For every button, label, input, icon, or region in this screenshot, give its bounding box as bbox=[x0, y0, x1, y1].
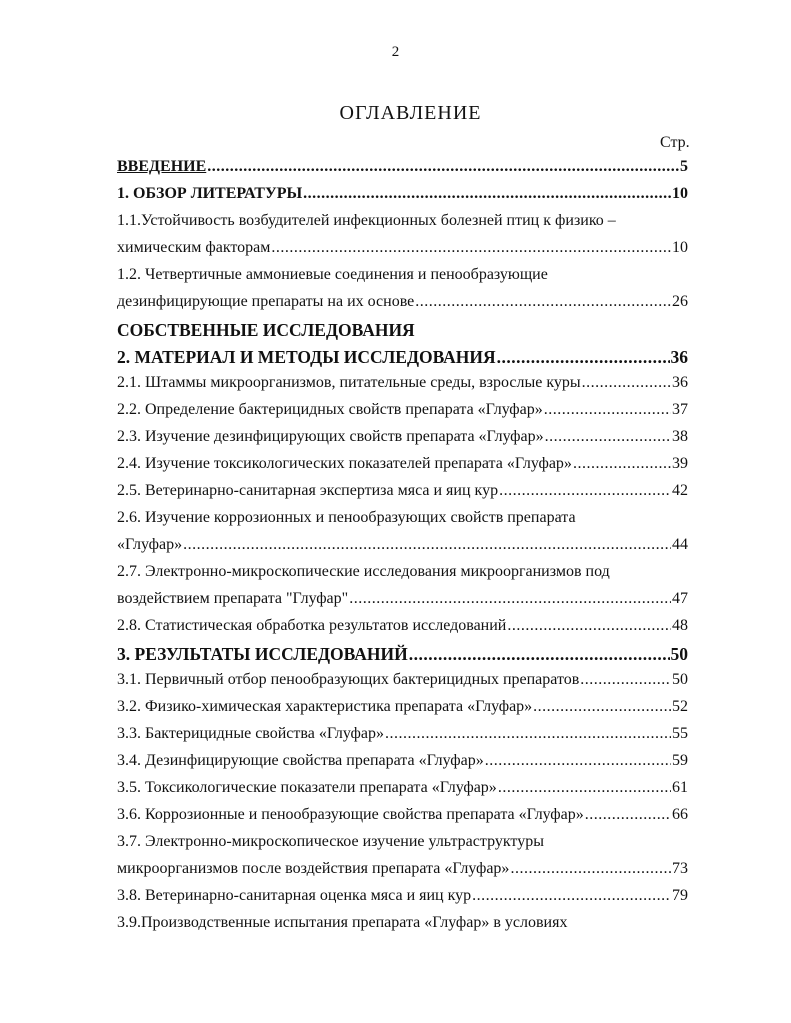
toc-entry-text: 3.6. Коррозионные и пенообразующие свойства препарата «Глуфар» bbox=[117, 806, 584, 823]
toc-entry-page: 55 bbox=[672, 725, 688, 742]
page-title: ОГЛАВЛЕНИЕ bbox=[339, 102, 482, 124]
toc-entry-page: 66 bbox=[672, 806, 688, 823]
toc-entry-text: 2. МАТЕРИАЛ И МЕТОДЫ ИССЛЕДОВАНИЯ bbox=[117, 347, 496, 367]
toc-entry bbox=[117, 617, 688, 644]
toc-entry-text: 1.2. Четвертичные аммониевые соединения и пенообразующие bbox=[117, 266, 548, 283]
toc-entry-page: 26 bbox=[672, 293, 688, 310]
toc-entry-text: воздействием препарата "Глуфар" bbox=[117, 590, 349, 607]
toc-section-heading bbox=[117, 320, 688, 347]
toc-entry-page: 47 bbox=[672, 590, 688, 607]
toc-entry-text: СОБСТВЕННЫЕ ИССЛЕДОВАНИЯ bbox=[117, 320, 415, 340]
toc-entry bbox=[117, 833, 688, 860]
toc-entry bbox=[117, 563, 688, 590]
toc-entry bbox=[117, 428, 688, 455]
toc-entry-text: 1.1.Устойчивость возбудителей инфекционных болезней птиц к физико – bbox=[117, 212, 616, 229]
toc-entry-text: химическим факторам bbox=[117, 239, 271, 256]
toc-entry-text: ВВЕДЕНИЕ bbox=[117, 158, 207, 175]
toc-entry-text: 3.7. Электронно-микроскопическое изучение ультраструктуры bbox=[117, 833, 544, 850]
toc-entry-page: 38 bbox=[672, 428, 688, 445]
toc-entry bbox=[117, 536, 688, 563]
toc-entry-page: 10 bbox=[672, 185, 688, 202]
toc-entry bbox=[117, 860, 688, 887]
toc-entry-text: 3.8. Ветеринарно-санитарная оценка мяса и яиц кур bbox=[117, 887, 472, 904]
toc-entry-page: 61 bbox=[672, 779, 688, 796]
toc-entry bbox=[117, 914, 688, 941]
toc-entry bbox=[117, 347, 688, 374]
toc-entry-text: 2.3. Изучение дезинфицирующих свойств препарата «Глуфар» bbox=[117, 428, 544, 445]
toc-entry-page: 50 bbox=[670, 644, 688, 664]
toc-entry bbox=[117, 590, 688, 617]
toc-entry bbox=[117, 671, 688, 698]
toc-entry-page: 5 bbox=[680, 158, 688, 175]
toc-entry bbox=[117, 158, 688, 185]
toc-entry bbox=[117, 293, 688, 320]
table-of-contents bbox=[117, 158, 688, 941]
toc-entry-page: 59 bbox=[672, 752, 688, 769]
toc-entry bbox=[117, 374, 688, 401]
toc-entry-text: 3.1. Первичный отбор пенообразующих бактерицидных препаратов bbox=[117, 671, 580, 688]
toc-entry-text: 1. ОБЗОР ЛИТЕРАТУРЫ bbox=[117, 185, 303, 202]
toc-entry-text: 2.6. Изучение коррозионных и пенообразующих свойств препарата bbox=[117, 509, 576, 526]
toc-entry bbox=[117, 779, 688, 806]
toc-entry-text: 3.5. Токсикологические показатели препарата «Глуфар» bbox=[117, 779, 497, 796]
toc-entry-page: 36 bbox=[672, 374, 688, 391]
toc-entry-text: 2.2. Определение бактерицидных свойств препарата «Глуфар» bbox=[117, 401, 543, 418]
toc-entry-page: 44 bbox=[672, 536, 688, 553]
toc-entry-text: дезинфицирующие препараты на их основе bbox=[117, 293, 415, 310]
toc-entry bbox=[117, 482, 688, 509]
toc-entry-page: 52 bbox=[672, 698, 688, 715]
toc-entry bbox=[117, 509, 688, 536]
toc-entry-text: 2.1. Штаммы микроорганизмов, питательные среды, взрослые куры bbox=[117, 374, 581, 391]
toc-entry bbox=[117, 266, 688, 293]
toc-entry-page: 37 bbox=[672, 401, 688, 418]
toc-entry-text: 3. РЕЗУЛЬТАТЫ ИССЛЕДОВАНИЙ bbox=[117, 644, 408, 664]
toc-entry-text: 2.8. Статистическая обработка результатов исследований bbox=[117, 617, 507, 634]
toc-entry-page: 50 bbox=[672, 671, 688, 688]
toc-entry-text: 2.7. Электронно-микроскопические исследования микроорганизмов под bbox=[117, 563, 610, 580]
toc-entry bbox=[117, 806, 688, 833]
toc-entry-text: 3.4. Дезинфицирующие свойства препарата «Глуфар» bbox=[117, 752, 484, 769]
toc-entry bbox=[117, 185, 688, 212]
page-column-label: Стр. bbox=[660, 134, 690, 151]
toc-entry-page: 36 bbox=[670, 347, 688, 367]
toc-entry-text: 3.9.Производственные испытания препарата «Глуфар» в условиях bbox=[117, 914, 568, 931]
toc-entry bbox=[117, 725, 688, 752]
toc-entry-page: 73 bbox=[672, 860, 688, 877]
toc-entry-text: 3.2. Физико-химическая характеристика препарата «Глуфар» bbox=[117, 698, 533, 715]
toc-entry-page: 42 bbox=[672, 482, 688, 499]
toc-entry bbox=[117, 752, 688, 779]
toc-entry bbox=[117, 212, 688, 239]
toc-entry-page: 79 bbox=[672, 887, 688, 904]
toc-entry bbox=[117, 401, 688, 428]
toc-entry-text: 2.4. Изучение токсикологических показателей препарата «Глуфар» bbox=[117, 455, 572, 472]
toc-entry-page: 39 bbox=[672, 455, 688, 472]
toc-entry-page: 48 bbox=[672, 617, 688, 634]
toc-entry-page: 10 bbox=[672, 239, 688, 256]
toc-entry-text: 2.5. Ветеринарно-санитарная экспертиза мяса и яиц кур bbox=[117, 482, 499, 499]
toc-entry bbox=[117, 698, 688, 725]
page-number: 2 bbox=[391, 44, 400, 60]
toc-entry bbox=[117, 887, 688, 914]
toc-entry-text: 3.3. Бактерицидные свойства «Глуфар» bbox=[117, 725, 384, 742]
toc-entry-text: «Глуфар» bbox=[117, 536, 183, 553]
toc-entry bbox=[117, 239, 688, 266]
toc-entry bbox=[117, 644, 688, 671]
toc-entry-text: микроорганизмов после воздействия препарата «Глуфар» bbox=[117, 860, 510, 877]
toc-entry bbox=[117, 455, 688, 482]
